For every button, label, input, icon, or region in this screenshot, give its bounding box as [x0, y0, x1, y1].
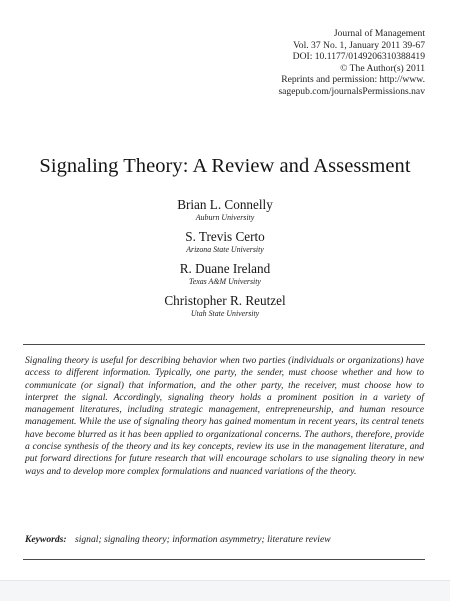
abstract-bottom-divider	[23, 559, 425, 560]
keywords-label: Keywords:	[25, 534, 67, 545]
journal-copyright: © The Author(s) 2011	[340, 62, 425, 74]
author-name: S. Trevis Certo	[185, 229, 265, 244]
keywords-text: signal; signaling theory; information asymmetry; literature review	[74, 534, 331, 545]
journal-permissions-url: sagepub.com/journalsPermissions.nav	[278, 85, 425, 97]
abstract-text: Signaling theory is useful for describing behavior when two parties (individuals or organizations) have access to different information. Typically, one party, the sender, must choose whether and how to communicate (or signal) that information, and the other party, the receiver, must choose how to interpret the signal. Accordingly, signaling theory holds a prominent position in a variety of management literatures, including strategic management, entrepreneurship, and human resource management. While the use of signaling theory has gained momentum in recent years, its central tenets have become blurred as it has been applied to organizational concerns. The authors, therefore, provide a concise synthesis of the theory and its key concepts, review its use in the management literature, and put forward directions for future research that will encourage scholars to use signaling theory in new ways and to develop more complex formulations and nuanced variations of the theory.	[25, 355, 424, 477]
journal-doi: DOI: 10.1177/0149206310388419	[292, 51, 425, 63]
keywords-line	[25, 534, 424, 546]
journal-name: Journal of Management	[333, 28, 425, 39]
abstract-top-divider	[23, 344, 425, 345]
paper-title: Signaling Theory: A Review and Assessment	[39, 155, 411, 177]
author-affiliation: Auburn University	[195, 213, 255, 222]
author-affiliation: Texas A&M University	[189, 277, 261, 286]
author-list	[0, 197, 450, 325]
author-name: R. Duane Ireland	[179, 261, 271, 276]
journal-volume: Vol. 37 No. 1, January 2011 39-67	[293, 39, 425, 51]
author-affiliation: Arizona State University	[186, 245, 264, 254]
author-affiliation: Utah State University	[190, 309, 260, 318]
author-name: Brian L. Connelly	[177, 197, 273, 212]
journal-reprints: Reprints and permission: http://www.	[281, 74, 425, 86]
journal-info-block	[165, 28, 425, 98]
author-name: Christopher R. Reutzel	[164, 293, 286, 308]
page-bottom-band	[0, 580, 450, 601]
